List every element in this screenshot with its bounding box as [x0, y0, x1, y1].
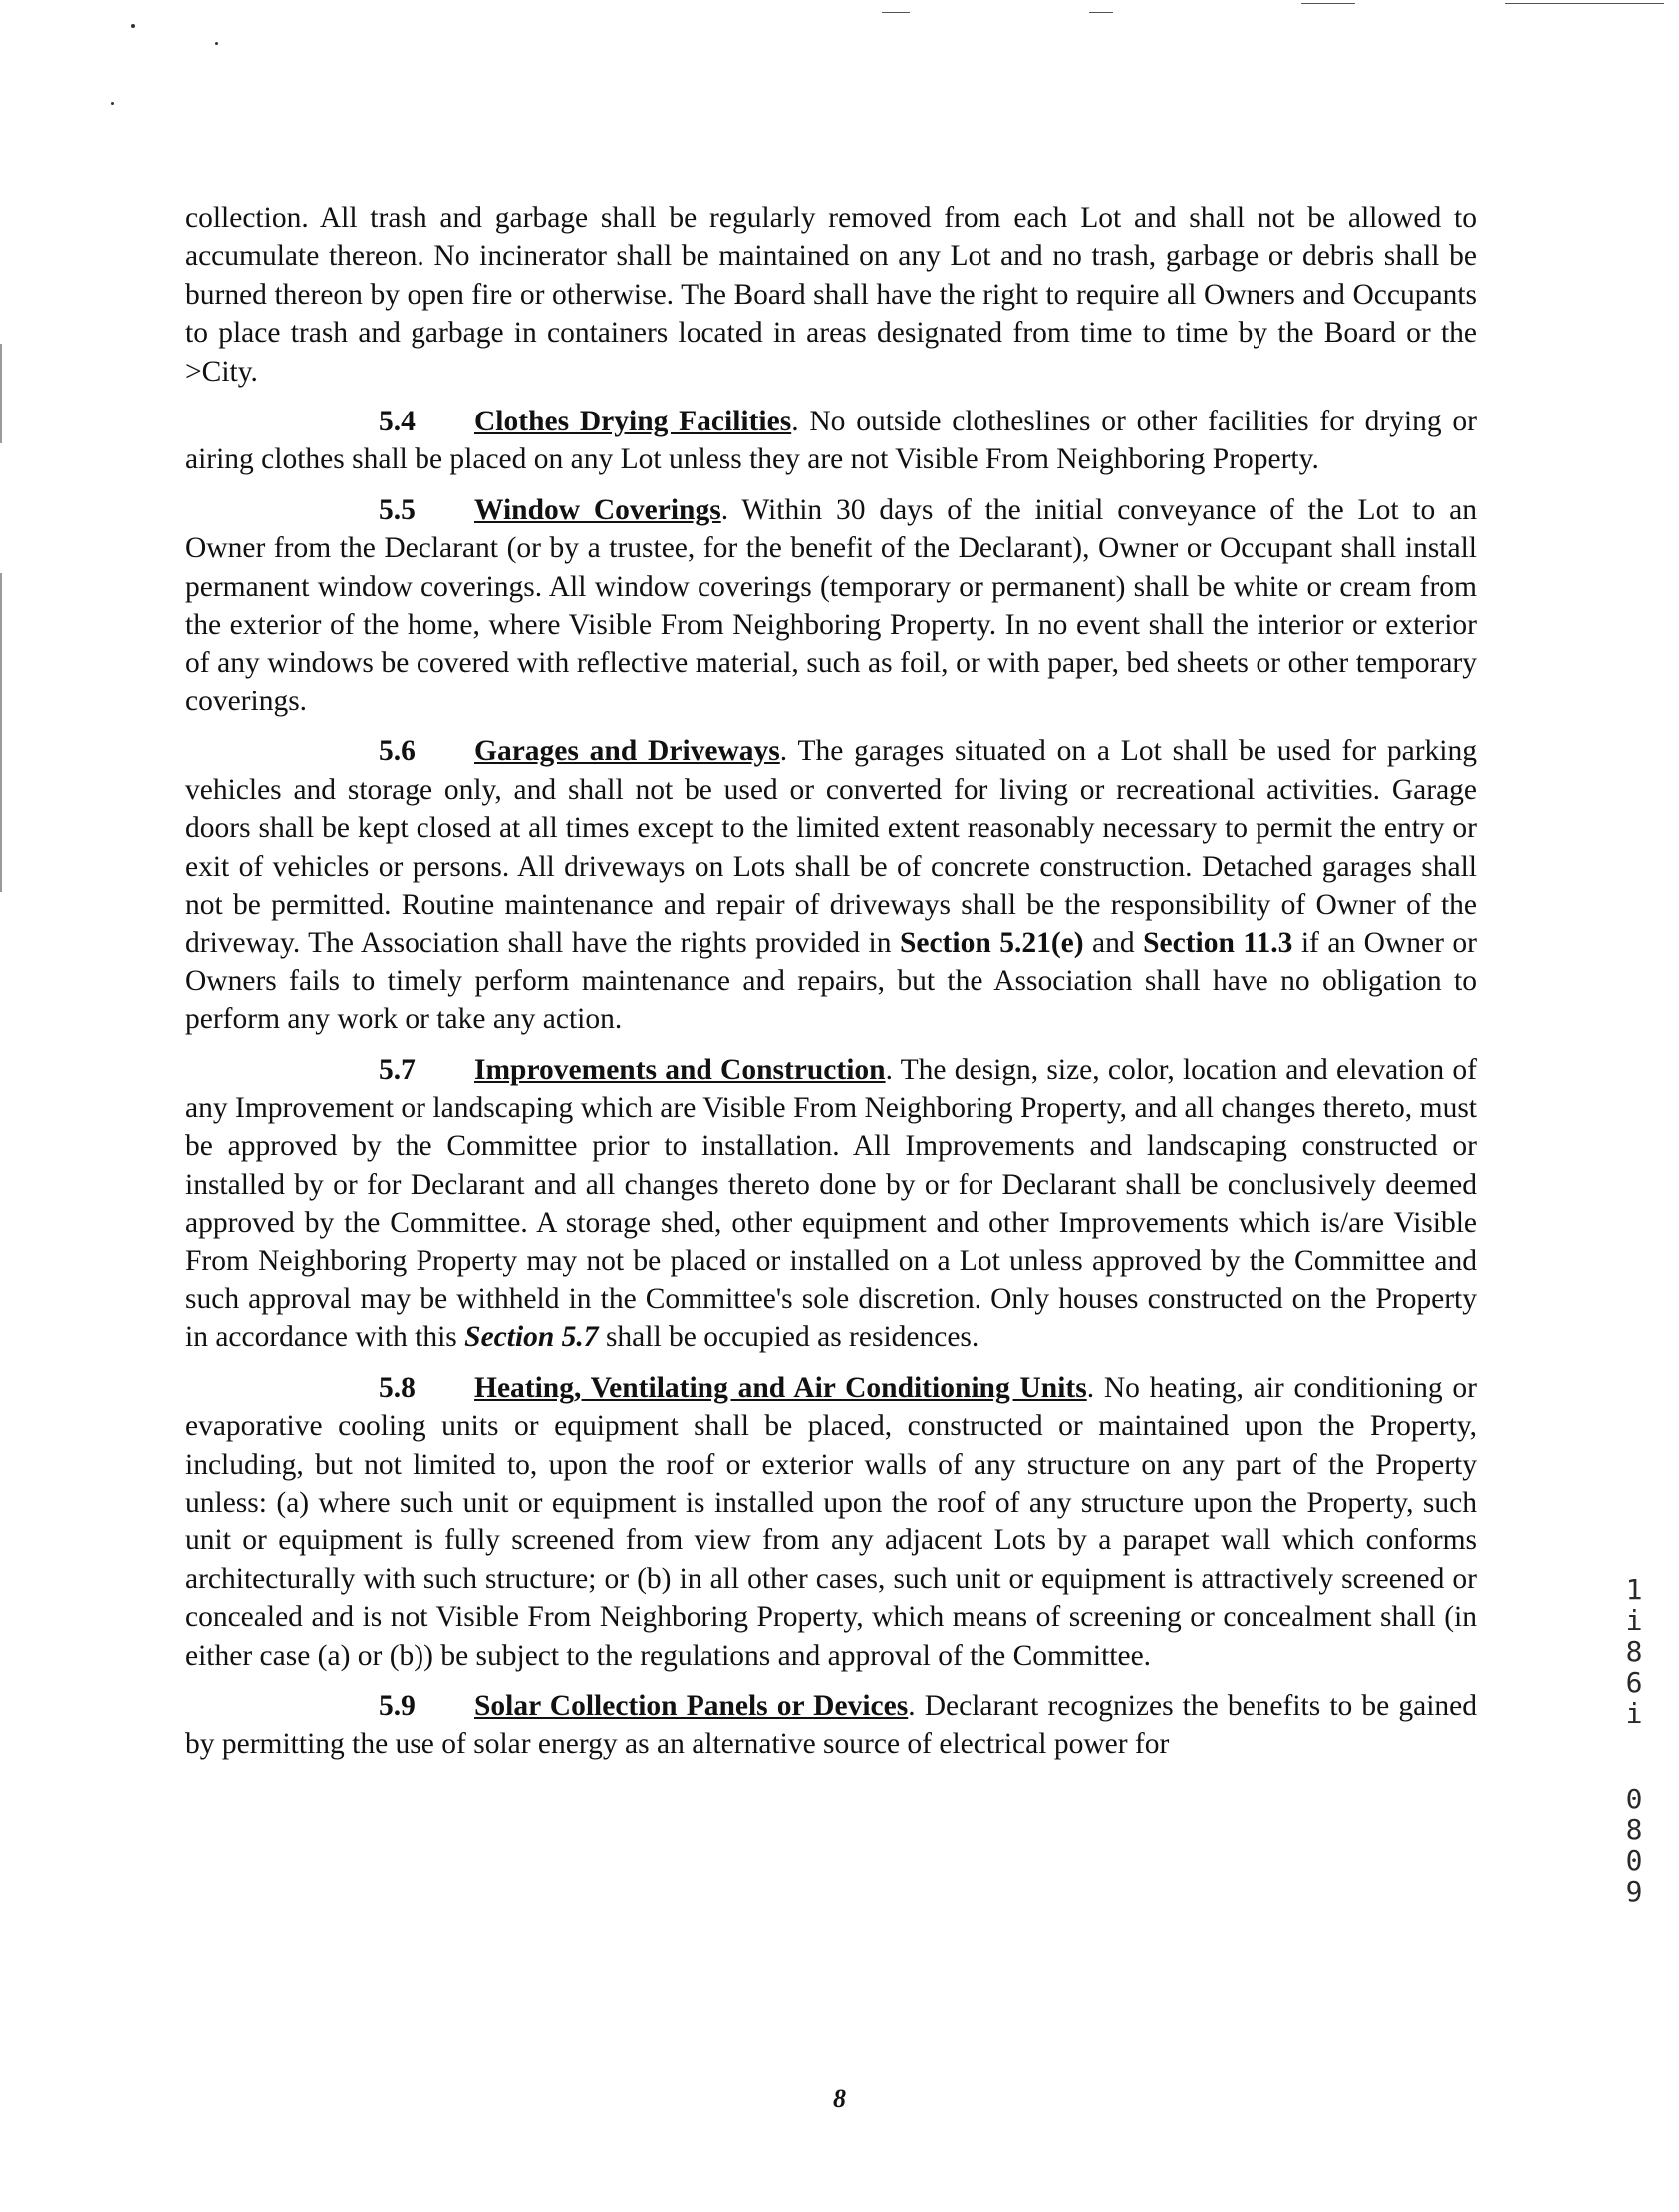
scan-artifact-line	[1301, 3, 1355, 4]
section-title: Improvements and Construction	[474, 1053, 886, 1086]
section-number: 5.9	[379, 1690, 416, 1723]
scan-artifact-margin-mark	[0, 344, 2, 443]
scan-artifact-line	[882, 12, 910, 13]
stamp-digit: 8	[1625, 1813, 1643, 1846]
document-body	[185, 199, 1477, 1776]
section-number: 5.7	[379, 1053, 416, 1086]
section-number: 5.4	[379, 406, 416, 438]
section-body: and	[1083, 927, 1144, 960]
section-body: . The design, size, color, location and elevation of any Improvement or landscaping which are Visible From Neighboring Property, and all changes thereto, must be approved by the Committee prior to installation. All Improvements and landscaping constructed or installed by or for Declarant and all changes thereto done by or for Declarant shall be conclusively deemed approved by the Committee. A storage shed, other equipment and other Improvements which is/are Visible From Neighboring Property may not be placed or installed on a Lot unless approved by the Committee and such approval may be withheld in the Committee's sole discretion. Only houses constructed on the Property in accordance with this	[185, 1053, 1477, 1354]
scan-artifact-line	[1505, 3, 1664, 4]
stamp-digit: 6	[1625, 1666, 1643, 1699]
opening-paragraph	[185, 199, 1477, 391]
section-body: shall be occupied as residences.	[598, 1321, 979, 1354]
stamp-digit: 0	[1625, 1783, 1643, 1815]
section-5-5	[185, 491, 1477, 720]
section-title: Garages and Driveways	[474, 735, 780, 768]
section-title: Window Coverings	[474, 493, 721, 526]
section-title: Solar Collection Panels or Devices	[474, 1690, 909, 1723]
stamp-digit: i	[1625, 1604, 1643, 1637]
stamp-digit: 1	[1625, 1573, 1643, 1606]
section-reference: Section 11.3	[1143, 927, 1293, 960]
section-body: . Declarant recognizes the benefits to be gained by permitting the use of solar energy as an alternative source of electrical power for	[185, 1690, 1477, 1761]
recording-stamp-lower	[1616, 1784, 1652, 1907]
stamp-digit: 9	[1625, 1875, 1643, 1908]
section-number: 5.6	[379, 735, 416, 768]
stamp-digit: 0	[1625, 1844, 1643, 1877]
section-5-8	[185, 1369, 1477, 1675]
recording-stamp-upper	[1616, 1574, 1652, 1729]
section-reference: Section 5.7	[464, 1321, 599, 1354]
section-number: 5.5	[379, 493, 416, 526]
page-number: 8	[833, 2084, 846, 2113]
section-body: . No heating, air conditioning or evaporative cooling units or equipment shall be placed, constructed or maintained upon the Property, including, but not limited to, upon the roof or exterior walls of any structure on any part of the Property unless: (a) where such unit or equipment is installed upon the roof of any structure upon the Property, such unit or equipment is fully screened from view from any adjacent Lots by a parapet wall which conforms architecturally with such structure; or (b) in all other cases, such unit or equipment is attractively screened or concealed and is not Visible From Neighboring Property, which means of screening or concealment shall (in either case (a) or (b)) be subject to the regulations and approval of the Committee.	[185, 1371, 1477, 1672]
scan-artifact-line	[1089, 12, 1113, 13]
scan-artifact-speck	[131, 24, 135, 28]
section-5-7	[185, 1051, 1477, 1357]
section-5-9	[185, 1687, 1477, 1764]
section-body: if an Owner or Owners fails to timely perform maintenance and repairs, but the Association shall have no obligation to perform any work or take any action.	[185, 927, 1477, 1036]
stamp-digit: i	[1625, 1697, 1643, 1730]
opening-paragraph-text: collection. All trash and garbage shall be regularly removed from each Lot and shall not be allowed to accumulate thereon. No incinerator shall be maintained on any Lot and no trash, garbage or debris shall be burned thereon by open fire or otherwise. The Board shall have the right to require all Owners and Occupants to place trash and garbage in containers located in areas designated from time to time by the Board or the >City.	[185, 202, 1477, 388]
section-reference: Section 5.21(e)	[899, 927, 1084, 960]
section-body: . The garages situated on a Lot shall be used for parking vehicles and storage only, and shall not be used or converted for living or recreational activities. Garage doors shall be kept closed at all times except to the limited extent reasonably necessary to permit the entry or exit of vehicles or persons. All driveways on Lots shall be of concrete construction. Detached garages shall not be permitted. Routine maintenance and repair of driveways shall be the responsibility of Owner of the driveway. The Association shall have the rights provided in	[185, 735, 1477, 960]
section-body: . No outside clotheslines or other facilities for drying or airing clothes shall be placed on any Lot unless they are not Visible From Neighboring Property.	[185, 406, 1477, 476]
scan-artifact-speck	[111, 102, 114, 105]
section-5-4	[185, 403, 1477, 479]
stamp-digit: 8	[1625, 1635, 1643, 1668]
section-body: . Within 30 days of the initial conveyance of the Lot to an Owner from the Declarant (or by a trustee, for the benefit of the Declarant), Owner or Occupant shall install permanent window coverings. All window coverings (temporary or permanent) shall be white or cream from the exterior of the home, where Visible From Neighboring Property. In no event shall the interior or exterior of any windows be covered with reflective material, such as foil, or with paper, bed sheets or other temporary coverings.	[185, 493, 1477, 717]
scan-artifact-margin-mark	[0, 573, 2, 892]
section-title: Clothes Drying Facilities	[474, 406, 792, 438]
section-title: Heating, Ventilating and Air Conditioning Units	[474, 1371, 1087, 1404]
scan-artifact-speck	[215, 42, 218, 45]
section-number: 5.8	[379, 1371, 416, 1404]
section-5-6	[185, 732, 1477, 1038]
